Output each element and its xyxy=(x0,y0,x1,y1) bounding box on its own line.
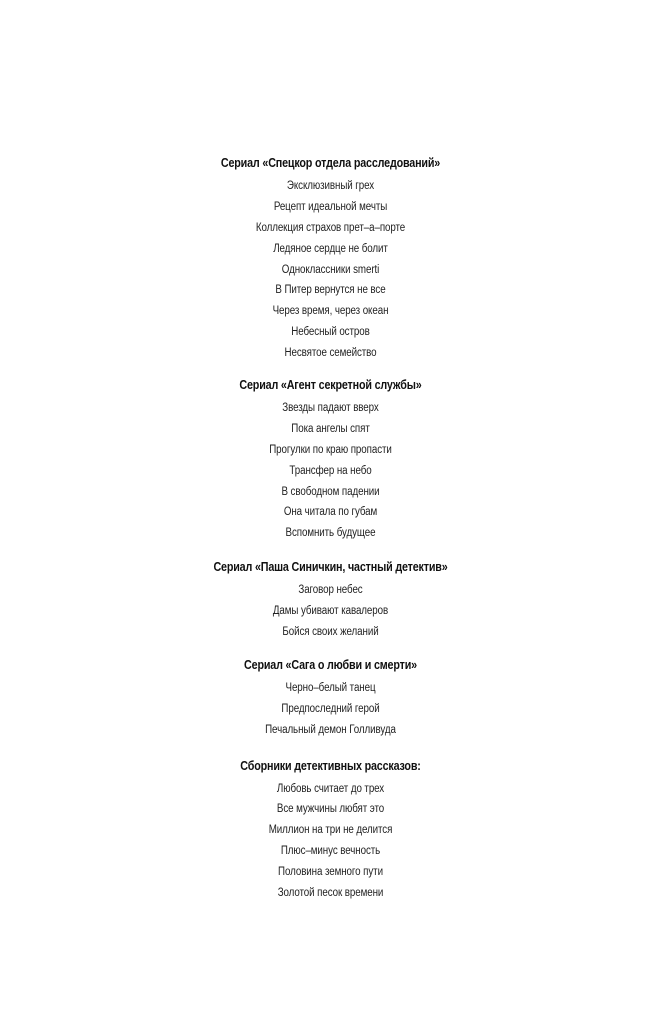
series-section-spetskor xyxy=(0,152,661,364)
book-title: Эксклюзивный грех xyxy=(286,180,375,192)
book-list xyxy=(0,580,661,643)
series-section-saga xyxy=(0,654,661,741)
book-title: Вспомнить будущее xyxy=(285,527,376,540)
book-title: Заговор небес xyxy=(298,584,363,597)
book-title: Половина земного пути xyxy=(278,866,383,879)
book-title: Плюс–минус вечность xyxy=(280,845,381,858)
book-title: Пока ангелы спят xyxy=(291,422,370,435)
series-section-pasha-sinichkin xyxy=(0,556,661,643)
book-title: Коллекция страхов прет–а–порте xyxy=(255,221,406,234)
book-title: Предпоследний герой xyxy=(281,702,380,715)
book-title: Любовь считает до трех xyxy=(276,782,385,795)
book-list xyxy=(0,779,661,904)
series-title: Сериал «Агент секретной службы» xyxy=(239,378,422,393)
book-title: Она читала по губам xyxy=(283,506,378,519)
book-list xyxy=(0,176,661,364)
book-title: Печальный демон Голливуда xyxy=(265,723,396,736)
book-title: Трансфер на небо xyxy=(289,464,372,477)
series-title: Сериал «Сага о любви и смерти» xyxy=(244,657,417,672)
bibliography-column xyxy=(0,152,661,904)
book-title: Золотой песок времени xyxy=(277,887,384,900)
book-title: Черно–белый танец xyxy=(285,681,376,694)
book-title: Бойся своих желаний xyxy=(282,626,379,639)
book-title: Ледяное сердце не болит xyxy=(273,242,388,255)
book-list xyxy=(0,678,661,741)
book-title: Звезды падают вверх xyxy=(282,402,379,415)
series-title: Сборники детективных рассказов: xyxy=(240,758,421,773)
book-list xyxy=(0,398,661,544)
book-title: Дамы убивают кавалеров xyxy=(272,605,389,618)
book-title: Небесный остров xyxy=(291,326,370,339)
book-title: В свободном падении xyxy=(281,485,380,498)
book-title: Несвятое семейство xyxy=(284,347,377,360)
book-title: В Питер вернутся не все xyxy=(275,284,386,297)
series-title: Сериал «Паша Синичкин, частный детектив» xyxy=(213,560,448,575)
book-title: Рецепт идеальной мечты xyxy=(273,200,388,213)
book-title: Прогулки по краю пропасти xyxy=(269,443,392,456)
book-title: Через время, через океан xyxy=(272,305,389,318)
book-title: Все мужчины любят это xyxy=(276,803,385,816)
book-title: Одноклассники smerti xyxy=(281,263,380,276)
series-title: Сериал «Спецкор отдела расследований» xyxy=(220,156,441,170)
section-short-stories xyxy=(0,755,661,904)
book-title: Миллион на три не делится xyxy=(268,824,393,837)
series-section-agent xyxy=(0,374,661,544)
